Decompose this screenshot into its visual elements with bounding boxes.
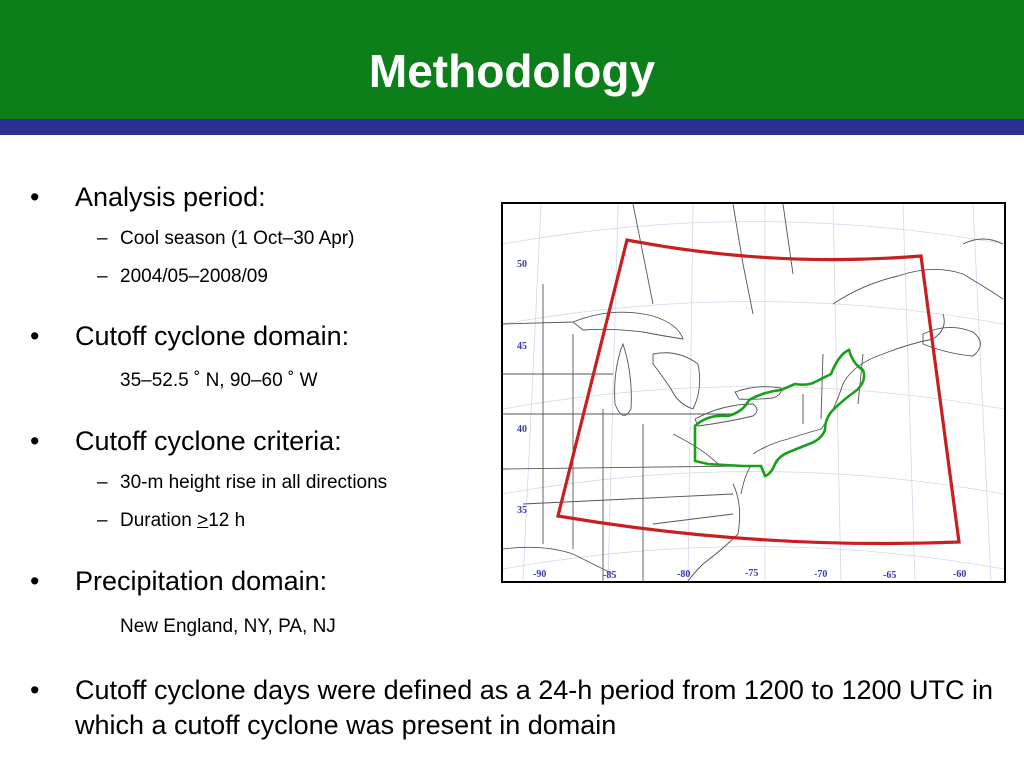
lat-labels	[517, 259, 527, 516]
lon-label-65: -65	[883, 570, 897, 581]
title-bar	[0, 0, 1024, 119]
map-svg	[503, 204, 1004, 581]
sub-item-text: Cool season (1 Oct–30 Apr)	[120, 228, 355, 249]
precip-states: New England, NY, PA, NJ	[120, 616, 336, 637]
map-boundaries	[503, 204, 1003, 581]
duration-value: 12 h	[208, 510, 246, 531]
sub-item-text: 2004/05–2008/09	[120, 266, 268, 287]
bullet-label: Analysis period:	[75, 182, 266, 212]
bullet-dot: •	[30, 321, 40, 351]
cutoff-domain-outline	[558, 240, 959, 544]
bullet-label: Cutoff cyclone domain:	[75, 321, 350, 351]
lat-label-35: 35	[517, 505, 527, 516]
lon-label-85: -85	[603, 570, 617, 581]
bullet-label: Precipitation domain:	[75, 566, 328, 596]
lat-label-45: 45	[517, 341, 527, 352]
sub-item-text: 30-m height rise in all directions	[120, 472, 388, 493]
sub-item-text: Duration >12 h	[120, 510, 246, 531]
bullet-label: Cutoff cyclone criteria:	[75, 426, 342, 456]
geq-symbol: >	[197, 510, 209, 531]
bullet-dot: •	[30, 566, 40, 596]
bullet-dot: •	[30, 182, 40, 212]
domain-coordinates: 35–52.5 ˚ N, 90–60 ˚ W	[120, 370, 318, 391]
lat-label-40: 40	[517, 424, 527, 435]
precip-domain-outline	[695, 350, 864, 476]
domain-map	[501, 202, 1006, 583]
graticule	[503, 204, 1004, 581]
bullet-dot: •	[30, 675, 40, 705]
bullet-summary-text: Cutoff cyclone days were defined as a 24-h period from 1200 to 1200 UTC in which a cutoff cyclone was present in domain	[75, 675, 994, 740]
slide-title: Methodology	[368, 45, 656, 97]
lat-label-50: 50	[517, 259, 527, 270]
lon-label-70: -70	[814, 569, 828, 580]
title-accent-bar	[0, 119, 1024, 135]
lon-label-80: -80	[677, 569, 691, 580]
lon-label-75: -75	[745, 568, 759, 579]
bullet-dot: •	[30, 426, 40, 456]
lon-label-60: -60	[953, 569, 967, 580]
lon-labels	[533, 568, 966, 581]
lon-label-90: -90	[533, 569, 547, 580]
